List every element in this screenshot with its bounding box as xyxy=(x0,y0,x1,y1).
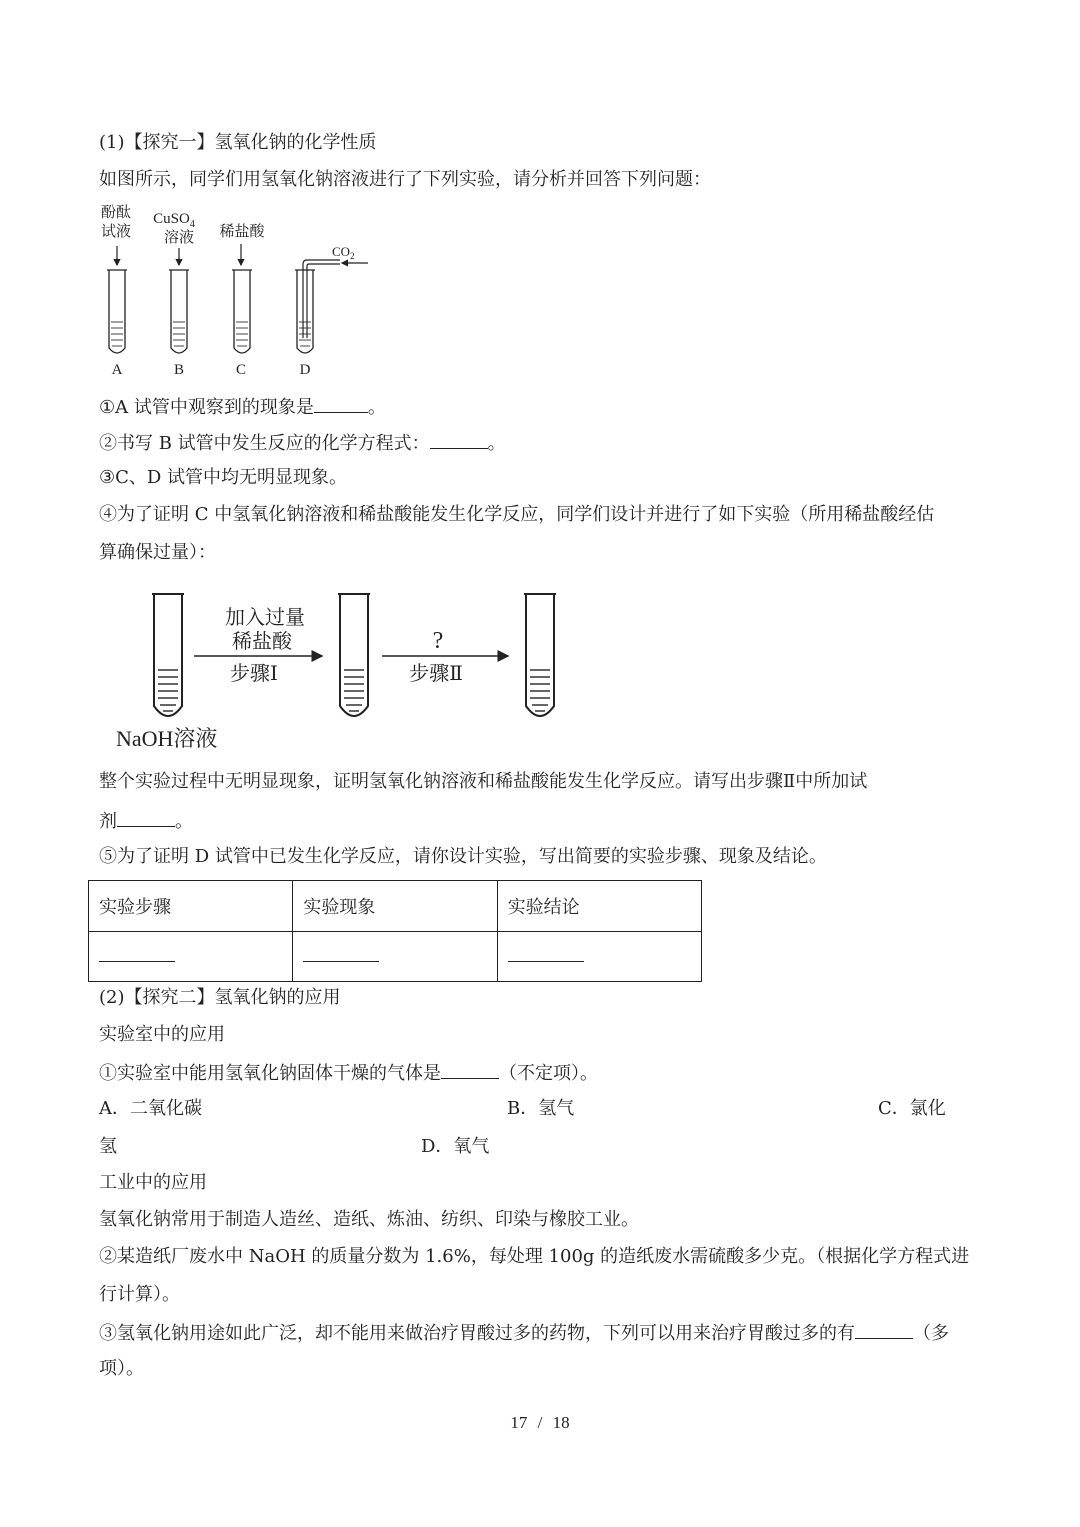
question-4-result-line1: 整个实验过程中无明显现象，证明氢氧化钠溶液和稀盐酸能发生化学反应。请写出步骤Ⅱ中所加试 xyxy=(99,771,868,792)
step1-reagent-line2: 稀盐酸 xyxy=(232,631,292,653)
option-c-continued: 氢 xyxy=(99,1136,117,1157)
question-4-line1: ④为了证明 C 中氢氧化钠溶液和稀盐酸能发生化学反应，同学们设计并进行了如下实验（所用稀盐酸经估 xyxy=(99,504,935,525)
tube-c-reagent: 稀盐酸 xyxy=(219,224,265,240)
answer-blank[interactable] xyxy=(855,1320,913,1339)
tube-a-reagent-line1: 酚酞 xyxy=(100,205,132,221)
table-answer-cell[interactable] xyxy=(293,932,497,982)
table-header-cell: 实验步骤 xyxy=(89,881,293,932)
procedure-tube-3 xyxy=(524,594,556,716)
procedure-tube-1 xyxy=(152,594,184,716)
tube-d-label: D xyxy=(299,362,311,378)
tube-c xyxy=(232,270,252,353)
table-answer-cell[interactable] xyxy=(497,932,701,982)
tube-a-label: A xyxy=(111,362,123,378)
tube-c-label: C xyxy=(235,362,247,378)
table-answer-cell[interactable] xyxy=(89,932,293,982)
option-d[interactable]: D．氧气 xyxy=(421,1136,490,1157)
table-header-cell: 实验结论 xyxy=(497,881,701,932)
industry-text: 氢氧化钠常用于制造人造丝、造纸、炼油、纺织、印染与橡胶工业。 xyxy=(99,1209,639,1230)
question-4-result-line2: 剂 。 xyxy=(99,808,193,834)
part2-question-2-line1: ②某造纸厂废水中 NaOH 的质量分数为 1.6%，每处理 100g 的造纸废水需硫酸多少克。（根据化学方程式进 xyxy=(99,1246,970,1267)
question-3: ③C、D 试管中均无明显现象。 xyxy=(99,467,348,488)
figure-test-tubes xyxy=(90,198,390,378)
tube-b xyxy=(169,270,189,353)
procedure-tube-2 xyxy=(338,594,370,716)
tube-a-reagent-line2: 试液 xyxy=(100,224,132,240)
figure-procedure xyxy=(110,588,590,758)
lab-heading: 实验室中的应用 xyxy=(99,1024,225,1045)
step2-label: 步骤Ⅱ xyxy=(409,663,463,685)
part1-title: (1)【探究一】氢氧化钠的化学性质 xyxy=(99,132,377,153)
option-a[interactable]: A．二氧化碳 xyxy=(99,1098,202,1119)
industry-heading: 工业中的应用 xyxy=(99,1172,207,1193)
tube-a xyxy=(107,270,127,353)
question-2: ②书写 B 试管中发生反应的化学方程式： 。 xyxy=(99,430,506,456)
page-separator: / xyxy=(537,1413,543,1432)
step1-reagent-line1: 加入过量 xyxy=(225,607,305,629)
part2-question-3-line2: 项）。 xyxy=(99,1358,144,1379)
part2-question-3-line1: ③氢氧化钠用途如此广泛，却不能用来做治疗胃酸过多的药物，下列可以用来治疗胃酸过多的有 （多 xyxy=(99,1320,949,1346)
option-c[interactable]: C．氯化 xyxy=(878,1098,946,1119)
answer-blank[interactable] xyxy=(441,1060,499,1079)
step2-reagent-unknown: ? xyxy=(432,628,444,654)
step1-label: 步骤Ⅰ xyxy=(230,663,278,685)
table-header-cell: 实验现象 xyxy=(293,881,497,932)
part2-question-1: ①实验室中能用氢氧化钠固体干燥的气体是 （不定项）。 xyxy=(99,1060,598,1086)
page-number xyxy=(0,1413,1080,1433)
option-b[interactable]: B．氢气 xyxy=(507,1098,575,1119)
page-total: 18 xyxy=(552,1413,570,1432)
question-4-line2: 算确保过量）： xyxy=(99,542,216,563)
part1-intro: 如图所示，同学们用氢氧化钠溶液进行了下列实验，请分析并回答下列问题： xyxy=(99,169,711,190)
naoh-solution-label: NaOH溶液 xyxy=(116,726,218,751)
tube-b-label: B xyxy=(173,362,185,378)
answer-blank[interactable] xyxy=(117,808,175,827)
answer-blank[interactable] xyxy=(314,394,368,413)
tube-d-gas: $CO_2$ xyxy=(332,244,355,261)
question-5: ⑤为了证明 D 试管中已发生化学反应，请你设计实验，写出简要的实验步骤、现象及结论。 xyxy=(99,846,827,867)
experiment-table xyxy=(88,880,702,982)
question-1: ①A 试管中观察到的现象是 。 xyxy=(99,394,386,420)
tube-b-reagent-line1: CuSO$_4$ xyxy=(153,211,195,230)
answer-blank[interactable] xyxy=(430,430,488,449)
tube-d xyxy=(295,260,340,353)
part2-title: (2)【探究二】氢氧化钠的应用 xyxy=(99,987,341,1008)
tube-b-reagent-line2: 溶液 xyxy=(163,230,195,246)
part2-question-2-line2: 行计算）。 xyxy=(99,1284,180,1305)
page-current: 17 xyxy=(510,1413,528,1432)
